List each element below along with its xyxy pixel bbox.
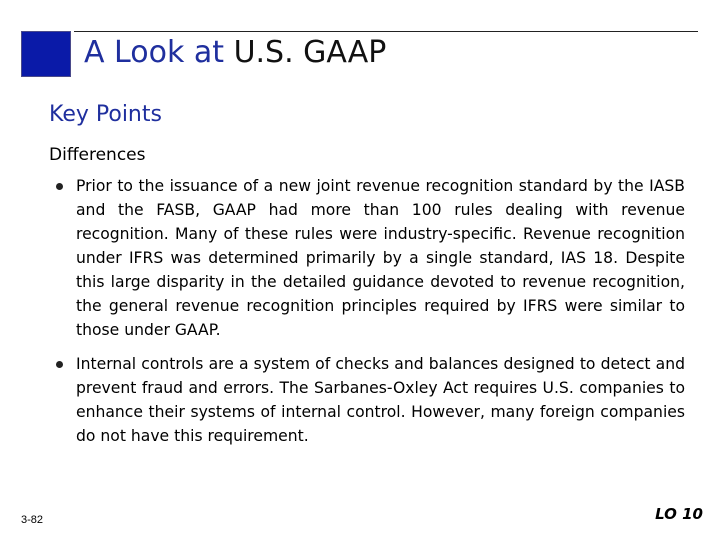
learning-objective-label: LO 10 <box>655 505 703 523</box>
page-title <box>84 33 386 73</box>
bullet-text: Internal controls are a system of checks and balances designed to detect and prevent fraud and errors. The Sarbanes-Oxley Act requires U.S. companies to enhance their systems of internal control. However, many foreign companies do not have this requirement. <box>76 355 685 445</box>
slide-number: 3-82 <box>21 514 44 526</box>
bullet-dot-icon <box>56 361 63 368</box>
title-accent-square <box>21 31 71 77</box>
bullet-item <box>49 352 685 448</box>
bullet-list <box>49 174 685 458</box>
title-part-2: U.S. GAAP <box>233 35 387 70</box>
bullet-dot-icon <box>56 183 63 190</box>
title-part-1: A Look at <box>84 35 225 70</box>
bullet-text: Prior to the issuance of a new joint revenue recognition standard by the IASB and the FASB, GAAP had more than 100 rules dealing with revenue recognition. Many of these rules were industry-specific. Revenue recognition under IFRS was determined primarily by a single standard, IAS 18. Despite this large disparity in the detailed guidance devoted to revenue recognition, the general revenue recognition principles required by IFRS were similar to those under GAAP. <box>76 177 685 339</box>
title-rule <box>74 31 698 32</box>
section-heading: Differences <box>49 145 146 165</box>
subtitle: Key Points <box>49 102 162 127</box>
bullet-item <box>49 174 685 342</box>
